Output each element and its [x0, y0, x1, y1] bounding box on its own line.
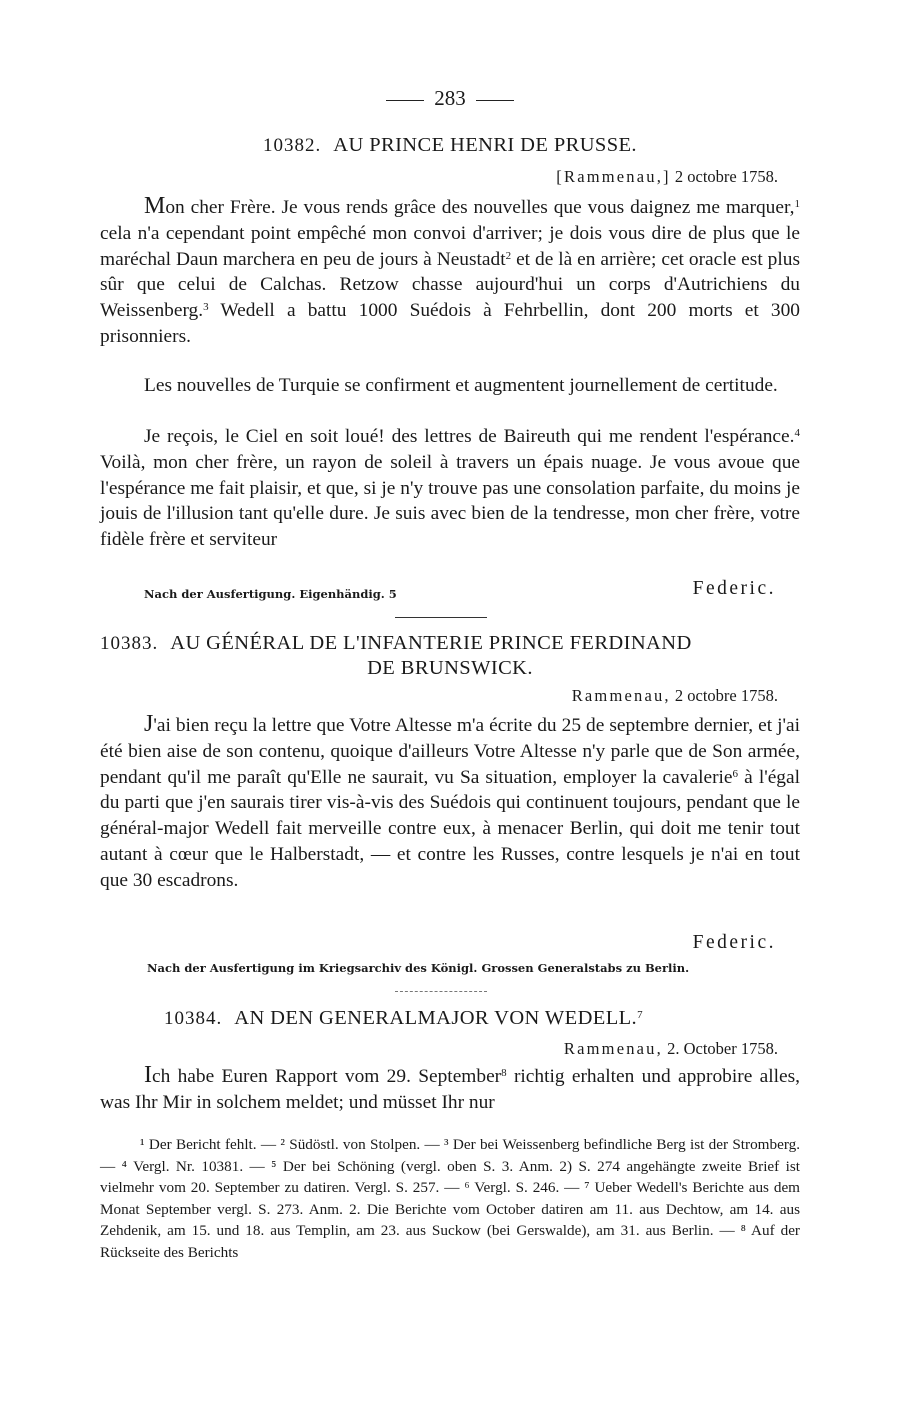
paragraph-text: richtig erhalten und approbire alles, was Ihr Mir in solchem meldet; und müsset Ihr nur [100, 1066, 800, 1113]
letter-title-line-2: DE BRUNSWICK. [367, 657, 533, 679]
letter-heading-10384 [164, 1006, 643, 1031]
signature-10383: Federic. [692, 932, 776, 953]
footnote-ref: 2 [505, 249, 512, 262]
letter-10382-paragraph-1 [100, 194, 800, 350]
letter-dateline-10382 [556, 167, 778, 187]
letter-heading-10382 [100, 133, 800, 158]
date-place: [Rammenau,] [556, 167, 671, 186]
signature-10382: Federic. [692, 578, 776, 599]
letter-title: AU PRINCE HENRI DE PRUSSE. [333, 134, 637, 156]
letter-10382-paragraph-2 [100, 373, 800, 399]
footnote-ref: 8 [501, 1067, 507, 1079]
paragraph-text: on cher Frère. Je vous rends grâce des nouvelles que vous daignez me marquer, [165, 197, 795, 218]
paragraph-text: ch habe Euren Rapport vom 29. September [152, 1066, 502, 1087]
letter-10383-paragraph [100, 712, 800, 894]
section-divider [395, 617, 487, 618]
page-number-value: 283 [434, 86, 466, 110]
section-divider [395, 991, 487, 992]
page-number-dash-right [476, 100, 514, 101]
date-text: 2. October 1758. [667, 1039, 778, 1058]
footnote-ref: 4 [794, 427, 800, 439]
footnote-ref: 1 [794, 198, 800, 210]
letter-number: 10384. [164, 1008, 223, 1029]
paragraph-text: et de là en arrière; cet oracle est plus sûr que celui de Calchas. Retzow chasse aujourd'hui un corps d'Autrichiens du Weissenberg. [100, 248, 800, 322]
paragraph-text: Je reçois, le Ciel en soit loué! des lettres de Baireuth qui me rendent l'espérance. [144, 426, 795, 447]
letter-dateline-10384 [564, 1039, 778, 1059]
date-text: 2 octobre 1758. [674, 167, 778, 186]
date-text: 2 octobre 1758. [674, 686, 778, 705]
source-note-10383: Nach der Ausfertigung im Kriegsarchiv des Königl. Grossen Generalstabs zu Berlin. [147, 961, 690, 975]
footnote-ref: 7 [637, 1009, 643, 1021]
paragraph-text: cela n'a cependant point empêché mon convoi d'arriver; je dois vous dire de plus que le maréchal Daun marchera en peu de jours à Neustadt [100, 222, 800, 270]
date-place: Rammenau, [571, 686, 671, 705]
initial-letter: M [144, 193, 166, 219]
footnote-ref: 3 [203, 301, 209, 314]
letter-heading-10383 [100, 631, 800, 656]
footnotes [100, 1134, 800, 1264]
letter-dateline-10383 [572, 686, 778, 706]
initial-letter: I [144, 1062, 152, 1088]
footnote-ref: 6 [732, 767, 739, 780]
footnotes-text: ¹ Der Bericht fehlt. — ² Südöstl. von Stolpen. — ³ Der bei Weissenberg befindliche Berg ist der Stromberg. — ⁴ Vergl. Nr. 10381. — ⁵ Der bei Schöning (vergl. oben S. 3. Anm. 2) S. 274 angehängte zweite Brief ist vielmehr vom 20. September zu datiren. Vergl. S. 257. — ⁶ Vergl. S. 246. — ⁷ Ueber Wedell's Berichte aus dem Monat September vergl. S. 273. Anm. 2. Die Berichte vom October datiren am 11. aus Dechtow, am 14. aus Zehdenik, am 15. und 18. aus Templin, am 23. aus Suckow (bei Gerswalde), am 31. aus Berlin. — ⁸ Auf der Rückseite des Berichts [100, 1136, 800, 1261]
date-place: Rammenau, [563, 1039, 663, 1058]
paragraph-text: 'ai bien reçu la lettre que Votre Altesse m'a écrite du 25 de septembre dernier, et j'ai été bien aise de son contenu, quoique d'ailleurs Votre Altesse n'y parle que de Son armée, pendant qu'il me paraît qu'Elle ne saurait, vu Sa situation, employer la cavalerie [100, 715, 800, 788]
initial-letter: J [144, 711, 154, 737]
source-note-10382: Nach der Ausfertigung. Eigenhändig. 5 [144, 587, 397, 601]
page-number-dash-left [386, 100, 424, 101]
paragraph-text: à l'égal du parti que j'en saurais tirer vis-à-vis des Suédois qui continuent toujours, pendant que le général-major Wedell fait merveille contre eux, à menacer Berlin, qui doit me tenir tout autant à cœur que le Halberstadt, — et contre les Russes, contre lesquels je n'ai en tout que 30 escadrons. [100, 766, 800, 891]
paragraph-text: Voilà, mon cher frère, un rayon de soleil à travers un épais nuage. Je vous avoue que l'espérance me fait plaisir, et que, si je n'y trouve pas une consolation parfaite, du moins je jouis de l'illusion tant qu'elle dure. Je suis avec bien de la tendresse, mon cher frère, votre fidèle frère et serviteur [100, 451, 800, 551]
letter-number: 10383. [100, 633, 159, 654]
paragraph-text: Les nouvelles de Turquie se confirment et augmentent journellement de certitude. [144, 375, 778, 396]
letter-10382-paragraph-3 [100, 424, 800, 553]
letter-heading-10383-line-2 [100, 656, 800, 681]
page-number [100, 86, 800, 111]
paragraph-text: Wedell a battu 1000 Suédois à Fehrbellin, dont 200 morts et 300 prisonniers. [100, 300, 800, 347]
letter-number: 10382. [263, 135, 322, 156]
letter-10384-paragraph [100, 1063, 800, 1116]
letter-title: AN DEN GENERALMAJOR VON WEDELL. [234, 1007, 638, 1029]
document-page [100, 0, 800, 1404]
letter-title-line-1: AU GÉNÉRAL DE L'INFANTERIE PRINCE FERDINAND [170, 632, 692, 654]
